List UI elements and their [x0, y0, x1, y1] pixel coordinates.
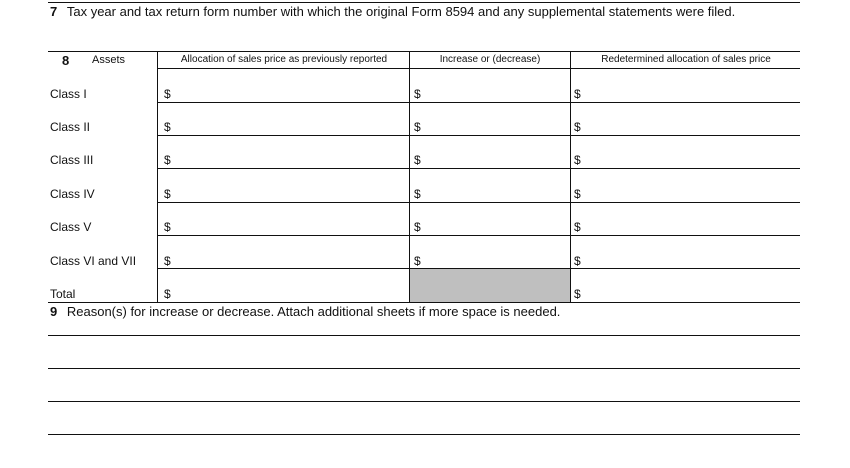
line9-rule-2 — [48, 368, 800, 369]
line9-input-2[interactable] — [50, 349, 802, 367]
row0-col2-dollar: $ — [414, 87, 421, 101]
line8-top-rule — [48, 51, 800, 52]
col-divider-3 — [570, 51, 571, 302]
row-label-class-ii: Class II — [50, 120, 91, 134]
row5-col3-dollar: $ — [574, 254, 581, 268]
row0-col3-dollar: $ — [574, 87, 581, 101]
row1-col2-input[interactable] — [424, 117, 570, 135]
col-divider-1 — [157, 51, 158, 302]
line9-number: 9 — [50, 304, 58, 319]
line9-input-3[interactable] — [50, 382, 802, 400]
row4-col2-input[interactable] — [424, 217, 570, 235]
col3-header: Redetermined allocation of sales price — [601, 54, 771, 65]
row3-col2-dollar: $ — [414, 187, 421, 201]
row3-rule — [157, 202, 800, 203]
row0-col3-input[interactable] — [584, 84, 800, 102]
row4-col2-dollar: $ — [414, 220, 421, 234]
row1-col3-input[interactable] — [584, 117, 800, 135]
col1-header: Allocation of sales price as previously reported — [180, 54, 388, 65]
col2-header: Increase or (decrease) — [439, 54, 541, 65]
row2-col1-input[interactable] — [174, 150, 408, 168]
row2-col2-dollar: $ — [414, 153, 421, 167]
row1-col3-dollar: $ — [574, 120, 581, 134]
row4-col1-dollar: $ — [164, 220, 171, 234]
row6-col3-dollar: $ — [574, 287, 581, 301]
row2-rule — [157, 168, 800, 169]
row0-col1-dollar: $ — [164, 87, 171, 101]
row0-col1-input[interactable] — [174, 84, 408, 102]
total-col2-shaded-cell — [410, 269, 570, 302]
row-label-class-iii: Class III — [50, 153, 94, 167]
row3-col3-input[interactable] — [584, 184, 800, 202]
row4-col3-dollar: $ — [574, 220, 581, 234]
row2-col1-dollar: $ — [164, 153, 171, 167]
row5-col3-input[interactable] — [584, 251, 800, 269]
row-label-class-vi-vii: Class VI and VII — [50, 254, 137, 268]
line9-rule-4 — [48, 434, 800, 435]
row-label-total: Total — [50, 287, 76, 301]
row1-col2-dollar: $ — [414, 120, 421, 134]
row3-col1-input[interactable] — [174, 184, 408, 202]
row4-col3-input[interactable] — [584, 217, 800, 235]
line9-input-1[interactable] — [50, 316, 802, 334]
top-rule — [48, 2, 800, 3]
row3-col3-dollar: $ — [574, 187, 581, 201]
total-col3-input[interactable] — [584, 284, 800, 302]
line7-label — [50, 5, 735, 18]
row1-rule — [157, 135, 800, 136]
row4-col1-input[interactable] — [174, 217, 408, 235]
row3-col1-dollar: $ — [164, 187, 171, 201]
row-label-class-iv: Class IV — [50, 187, 95, 201]
row5-col2-input[interactable] — [424, 251, 570, 269]
line9-text: Reason(s) for increase or decrease. Attach additional sheets if more space is needed. — [66, 304, 561, 319]
col-divider-2 — [409, 51, 410, 302]
assets-header: Assets — [92, 54, 126, 66]
row5-col1-dollar: $ — [164, 254, 171, 268]
line9-rule-1 — [48, 335, 800, 336]
row2-col3-dollar: $ — [574, 153, 581, 167]
row6-col1-dollar: $ — [164, 287, 171, 301]
line7-input[interactable] — [50, 26, 802, 44]
row1-col1-dollar: $ — [164, 120, 171, 134]
row0-col2-input[interactable] — [424, 84, 570, 102]
line7-number: 7 — [50, 4, 58, 19]
header-bottom-rule — [157, 68, 800, 69]
line8-number: 8 — [62, 53, 70, 68]
total-col1-input[interactable] — [174, 284, 408, 302]
row3-col2-input[interactable] — [424, 184, 570, 202]
row-label-class-v: Class V — [50, 220, 92, 234]
total-rule — [48, 302, 800, 303]
row2-col3-input[interactable] — [584, 150, 800, 168]
row5-col1-input[interactable] — [174, 251, 408, 269]
line9-rule-3 — [48, 401, 800, 402]
row1-col1-input[interactable] — [174, 117, 408, 135]
row4-rule — [157, 235, 800, 236]
row-label-class-i: Class I — [50, 87, 87, 101]
row5-col2-dollar: $ — [414, 254, 421, 268]
row2-col2-input[interactable] — [424, 150, 570, 168]
row0-rule — [157, 102, 800, 103]
line9-input-4[interactable] — [50, 415, 802, 433]
line7-text: Tax year and tax return form number with which the original Form 8594 and any supplemental statements were filed. — [66, 4, 736, 19]
